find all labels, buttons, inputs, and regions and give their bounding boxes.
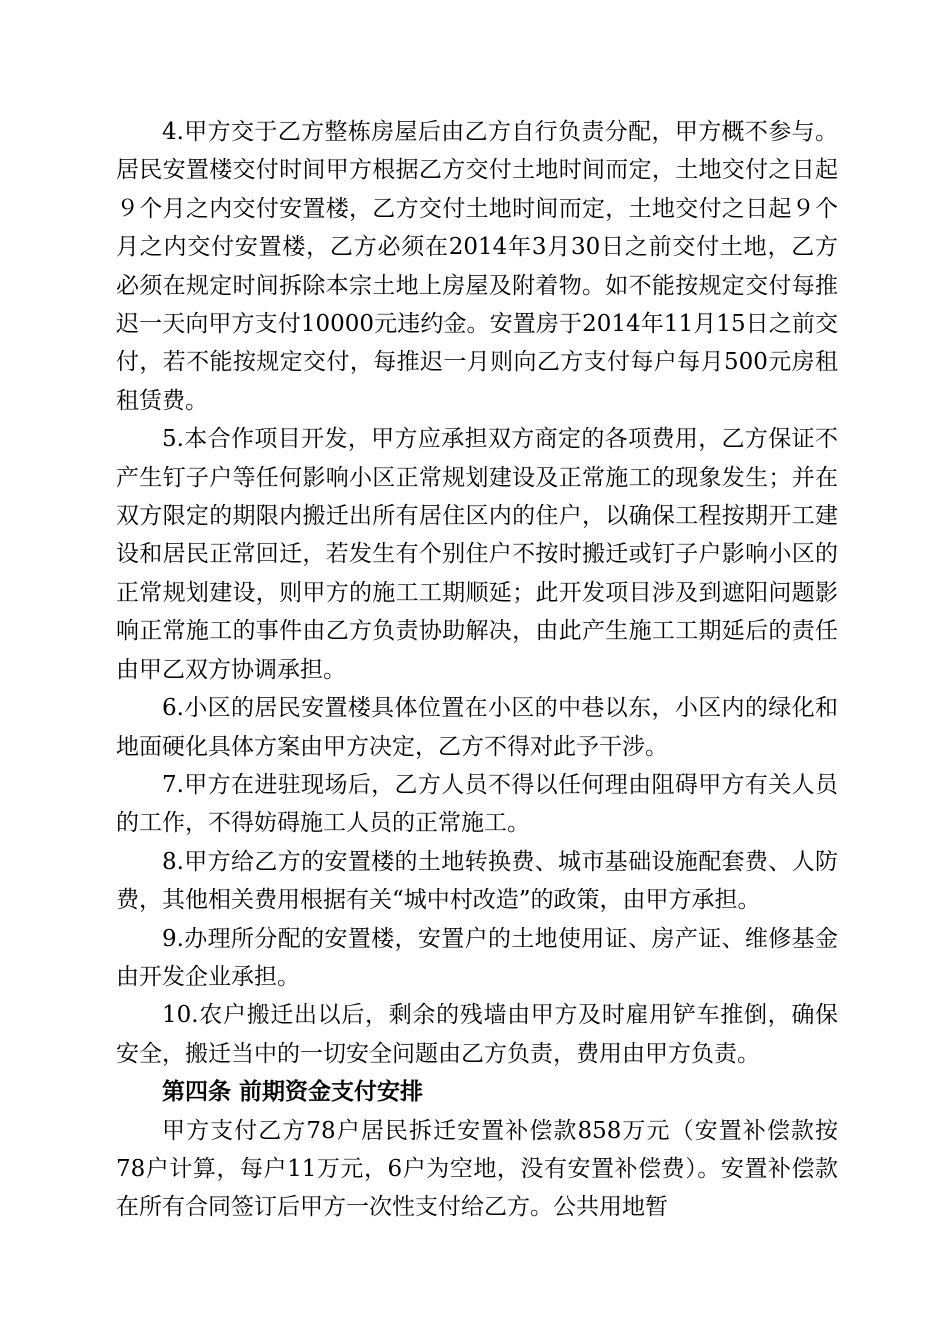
section-heading: 第四条 前期资金支付安排 xyxy=(162,1078,424,1106)
clause-item-9: 9.办理所分配的安置楼，安置户的土地使用证、房产证、维修基金由开发企业承担。 xyxy=(116,925,838,990)
clause-item-8: 8.甲方给乙方的安置楼的土地转换费、城市基础设施配套费、人防费，其他相关费用根据有关“城中村改造”的政策，由甲方承担。 xyxy=(116,848,838,914)
clause-item-5: 5.本合作项目开发，甲方应承担双方商定的各项费用，乙方保证不产生钉子户等任何影响小区正常规划建设及正常施工的现象发生；并在双方限定的期限内搬迁出所有居住区内的住户，以确保工程按期开工建设和居民正常回迁，若发生有个别住户不按时搬迁或钉子户影响小区的正常规划建设，则甲方的施工工期顺延；此开发项目涉及到遮阳问题影响正常施工的事件由乙方负责协助解决，由此产生施工工期延后的责任由甲乙双方协调承担。 xyxy=(116,426,838,683)
clause-item-4: 4.甲方交于乙方整栋房屋后由乙方自行负责分配，甲方概不参与。居民安置楼交付时间甲方根据乙方交付土地时间而定，土地交付之日起９个月之内交付安置楼，乙方交付土地时间而定，土地交付之日起９个月之内交付安置楼，乙方必须在2014年3月30日之前交付土地，乙方必须在规定时间拆除本宗土地上房屋及附着物。如不能按规定交付每推迟一天向甲方支付10000元违约金。安置房于2014年11月15日之前交付，若不能按规定交付，每推迟一月则向乙方支付每户每月500元房租租赁费。 xyxy=(116,119,838,414)
section-paragraph: 甲方支付乙方78户居民拆迁安置补偿款858万元（安置补偿款按78户计算，每户11万元，6户为空地，没有安置补偿费）。安置补偿款在所有合同签订后甲方一次性支付给乙方。公共用地暂 xyxy=(116,1117,838,1221)
clause-item-10: 10.农户搬迁出以后，剩余的残墙由甲方及时雇用铲车推倒，确保安全，搬迁当中的一切安全问题由乙方负责，费用由甲方负责。 xyxy=(116,1002,838,1067)
clause-item-6: 6.小区的居民安置楼具体位置在小区的中巷以东，小区内的绿化和地面硬化具体方案由甲方决定，乙方不得对此予干涉。 xyxy=(116,695,838,760)
clause-item-7: 7.甲方在进驻现场后，乙方人员不得以任何理由阻碍甲方有关人员的工作，不得妨碍施工人员的正常施工。 xyxy=(116,771,838,837)
document-page xyxy=(116,113,838,1227)
